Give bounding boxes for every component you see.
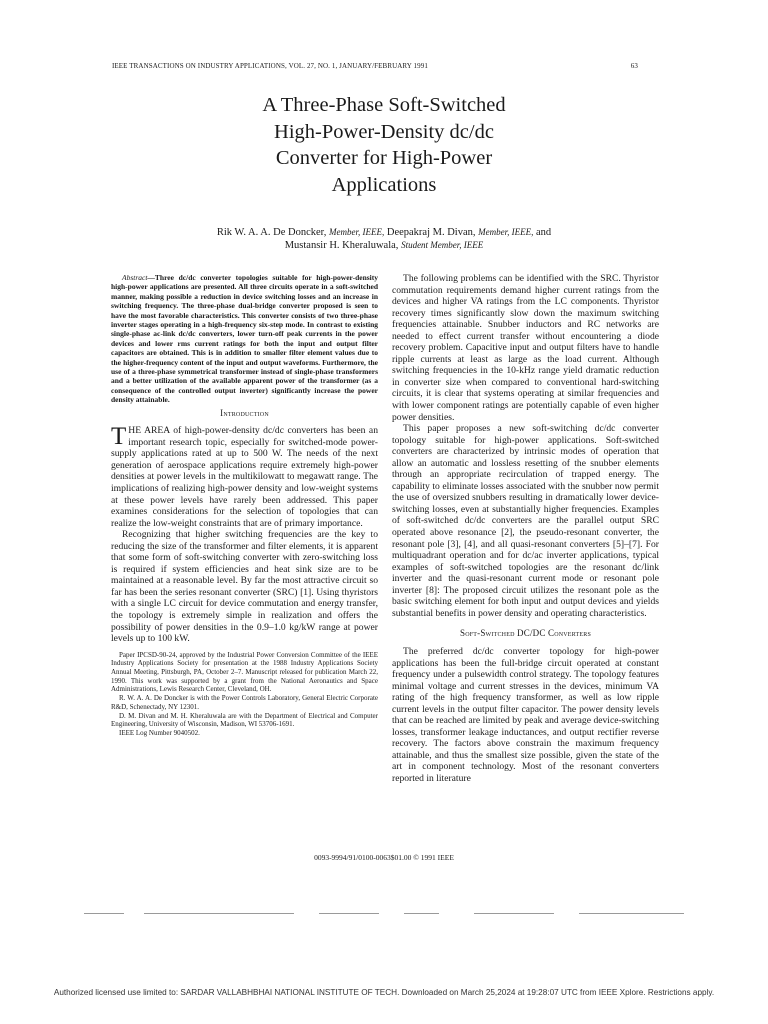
title-line: High-Power-Density dc/dc [274,120,494,143]
page-number: 63 [630,62,638,70]
left-column [111,273,378,738]
footnote-block [111,651,378,738]
footnote-log-number: IEEE Log Number 9040502. [119,728,200,737]
author-list [110,226,658,252]
body-paragraph: This paper proposes a new soft-switching dc/dc converter topology suitable for high-power applications. Soft-switched converters are characterized by intrinsic modes of operation that allow an automatic and lossless resetting of the snubber elements through an appropriate recirculation of trapped energy. The capability to eliminate losses associated with the snubber now permit the use of oversized snubbers resulting in dramatically lower device-switching losses, even at substantially higher frequencies. Examples of soft-switched dc/dc converters are the parallel output SRC operated above resonance [2], the pseudo-resonant converter, the resonant pole [3], [4], and all quasi-resonant converters [5]–[7]. For multiquadrant operation and for dc/ac inverter applications, typical examples of soft-switched topologies are the resonant dc/link inverter and the quasi-resonant current mode or resonant pole inverter [8]: The proposed circuit utilizes the resonant pole as the basic switching element for both input and output devices and yields substantial benefits in power density and operating characteristics. [392,423,659,619]
author-name: Mustansir H. Kheraluwala, [284,240,399,251]
intro-paragraph-2: Recognizing that higher switching frequencies are the key to reducing the size of the transformer and filter elements, it is apparent that some form of soft-switching converter with zero-switching loss is required if system efficiencies and heat sink size are to be maintained at a reasonable level. By far the most attractive circuit so far has been the series resonant converter (SRC) [1]. Using thyristors with a single LC circuit for device commutation and energy transfer, the topology is extremely simple in realization and offers the possibility of power densities in the 0.9–1.0 kg/kW range at power levels up to 100 kW. [111,529,378,645]
scan-artifact-line [84,912,684,915]
author-name: Rik W. A. A. De Doncker, [216,227,327,238]
title-line: Converter for High-Power [275,147,493,169]
author-affiliation: Member, IEEE, [478,227,534,237]
issn-line: 0093-9994/91/0100-0063$01.00 © 1991 IEEE [314,853,454,862]
section-heading-soft-switched: Soft-Switched DC/DC Converters [460,628,591,639]
intro-paragraph-1-text: HE AREA of high-power-density dc/dc converters has been an important research topic, especially for switched-mode power-supply applications rated at up to 500 W. The needs of the next generation of aerospace applications require extremely high-power densities at power levels in the multikilowatt to megawatt range. The implications of realizing high-power density and low-weight systems at these power levels have rarely been addressed. This paper examines considerations for the selection of topologies that can realize the low-weight constraints that are of primary importance. [111,425,378,529]
right-column [392,273,659,785]
footnote-author-1: R. W. A. A. De Doncker is with the Power Controls Laboratory, General Electric Corporate R&D, Schenectady, NY 12301. [111,694,378,711]
running-head [112,62,638,70]
drop-cap: T [111,423,127,451]
author-name: Deepakraj M. Divan, [386,227,476,238]
abstract [111,273,378,405]
paper-title [110,92,658,198]
section-heading-introduction: Introduction [220,407,269,418]
title-line: A Three-Phase Soft-Switched [262,94,506,116]
title-line: Applications [331,173,437,196]
footnote-authors-2-3: D. M. Divan and M. H. Kheraluwala are with the Department of Electrical and Computer Engineering, University of Wisconsin, Madison, WI 53706-1691. [111,711,378,729]
footnote-paper-info: Paper IPCSD-90-24, approved by the Industrial Power Conversion Committee of the IEEE Industry Applications Society for presentation at the 1988 Industry Applications Society Annual Meeting, Pittsburgh, PA, October 2–7. Manuscript released for publication March 22, 1990. This work was supported by a grant from the National Aeronautics and Space Administrations, Lewis Research Center, Cleveland, OH. [111,650,378,694]
journal-citation: IEEE TRANSACTIONS ON INDUSTRY APPLICATIONS, VOL. 27, NO. 1, JANUARY/FEBRUARY 1991 [112,62,428,70]
author-conjunction: and [535,227,552,238]
access-note: Authorized licensed use limited to: SARDAR VALLABHBHAI NATIONAL INSTITUTE OF TECH. Downloaded on March 25,2024 at 19:28:07 UTC from IEEE Xplore. Restrictions apply. [53,988,715,997]
author-affiliation: Member, IEEE, [329,227,385,237]
abstract-lead: Abstract [122,273,148,282]
author-affiliation: Student Member, IEEE [401,240,484,250]
intro-paragraph-1 [111,425,378,529]
abstract-text: —Three dc/dc converter topologies suitable for high-power-density high-power applications are presented. All three circuits operate in a soft-switched manner, making possible a reduction in device switching losses and an increase in switching frequency. The three-phase dual-bridge converter proposed is seen to have the most favorable characteristics. This converter consists of two three-phase inverter stages operating in a high-frequency six-step mode. In contrast to existing single-phase ac-link dc/dc converters, lower turn-off peak currents in the power devices and lower rms current ratings for both the input and output filter capacitors are obtained. This is in addition to smaller filter element values due to the higher-frequency content of the input and output waveforms. Furthermore, the use of a three-phase symmetrical transformer instead of single-phase transformers and a better utilization of the available apparent power of the transformer (as a consequence of the controlled output inverter) significantly increase the power density attainable. [111,273,378,405]
body-paragraph: The following problems can be identified with the SRC. Thyristor commutation requirements demand higher current ratings from the devices and higher VA ratings from the LC components. Thyristor recovery times significantly slow down the maximum switching frequencies attainable. Snubber inductors and RC networks are needed to effect current transfer without encountering a diode recovery problem. Capacitive input and output filters have to handle ripple currents at least as large as the load current. Although switching frequencies in the 10-kHz range yield dramatic reduction in converter size when compared to conventional hard-switching circuits, it is clear that systems operating at similar frequencies and with lower component ratings are potentially capable of even higher power densities. [392,273,659,423]
body-paragraph: The preferred dc/dc converter topology for high-power applications has been the full-bridge circuit operated at constant frequency under a pulsewidth control strategy. The topology features minimal voltage and current stresses in the devices, minimum VA rating of the high frequency transformer, as well as low ripple current levels in the output filter capacitor. The power density levels that can be reached are limited by peak and average device-switching losses, transformer leakage inductances, and output rectifier reverse recovery. The factors above constrain the maximum frequency attainable, and thus the smallest size possible, given the state of the art in component technology. Most of the resonant converters reported in literature [392,645,659,784]
